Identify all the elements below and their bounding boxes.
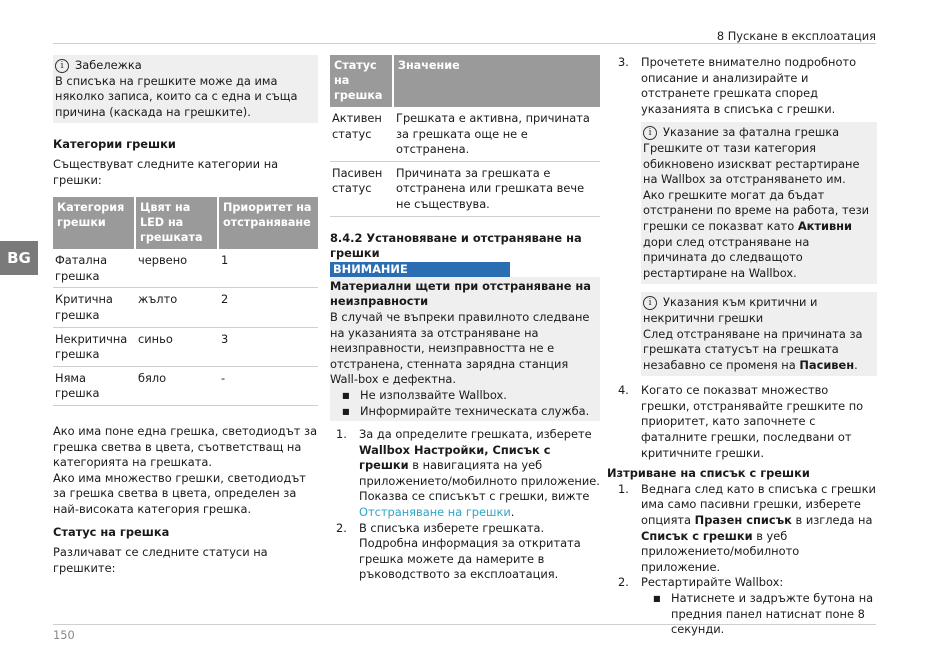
step-text: в навигацията на уеб приложението/мобилното приложение. xyxy=(359,458,600,488)
critical-error-note xyxy=(641,292,877,376)
column-left xyxy=(53,55,318,576)
warning-label: ВНИМАНИЕ xyxy=(330,262,510,277)
step-result: . xyxy=(510,505,515,520)
info-icon: i xyxy=(55,59,69,73)
column-header: Категория грешки xyxy=(53,197,136,249)
table-cell: Некритична грешка xyxy=(53,328,136,367)
column-header: Статус на грешка xyxy=(330,55,394,107)
step-result: Показва се списъкът с грешки, вижте xyxy=(359,489,590,504)
table-row xyxy=(53,367,318,406)
paragraph: Ако има множество грешки, светодиодът за грешка светва в цвета, определен за най-високата категория грешка. xyxy=(53,470,306,516)
status-passive: Пасивен xyxy=(799,357,855,372)
delete-steps-list xyxy=(612,482,877,638)
footer-divider xyxy=(53,624,876,625)
steps-list xyxy=(612,55,877,461)
table-cell: Няма грешка xyxy=(53,367,136,406)
step-number: 1. xyxy=(618,481,629,496)
step-text: в уеб приложението/мобилното приложение. xyxy=(641,528,800,574)
list-item: ■ Натиснете и задръжте бутона на предния панел натиснат поне 8 секунди. xyxy=(641,591,877,638)
list-item: ■ Информирайте техническата служба. xyxy=(330,404,598,420)
step-item xyxy=(612,482,877,576)
table-header-row xyxy=(53,197,318,249)
page-header xyxy=(53,30,876,44)
table-cell: червено xyxy=(136,249,219,288)
restart-bullets xyxy=(641,591,877,638)
language-tab: BG xyxy=(0,241,38,275)
table-cell: Активен статус xyxy=(330,107,394,162)
status-intro: Различават се следните статуси на грешките: xyxy=(53,545,268,575)
table-cell: синьо xyxy=(136,328,219,367)
table-cell: бяло xyxy=(136,367,219,406)
table-row xyxy=(330,162,600,217)
step-item xyxy=(612,383,877,461)
delete-heading: Изтриване на списък с грешки xyxy=(607,466,810,481)
categories-heading: Категории грешки xyxy=(53,137,176,152)
menu-path: Wallbox Настройки xyxy=(359,442,485,457)
status-active: Активни xyxy=(797,218,853,233)
table-cell: Пасивен статус xyxy=(330,162,394,217)
table-header-row xyxy=(330,55,600,107)
step-number: 4. xyxy=(618,383,629,398)
table-cell: Грешката е активна, причината за грешката още не е отстранена. xyxy=(394,107,600,162)
warning-bullets xyxy=(330,388,598,419)
steps-list xyxy=(330,427,600,583)
info-icon: i xyxy=(643,126,657,140)
troubleshooting-link[interactable]: Отстраняване на грешки xyxy=(359,505,511,520)
step-item xyxy=(330,427,600,521)
option-name: Празен списък xyxy=(694,513,792,528)
warning-title: Материални щети при отстраняване на неизправности xyxy=(330,278,591,309)
table-row xyxy=(53,288,318,327)
note-text: . xyxy=(854,357,858,372)
table-row xyxy=(330,107,600,162)
table-cell: Причината за грешката е отстранена или грешката вече не съществува. xyxy=(394,162,600,217)
step-item xyxy=(612,55,877,376)
table-cell: жълто xyxy=(136,288,219,327)
table-row xyxy=(53,249,318,288)
table-cell: Критична грешка xyxy=(53,288,136,327)
table-cell: 1 xyxy=(219,249,318,288)
note-title: Указания към критични и некритични грешки xyxy=(643,295,818,325)
view-name: Списък с грешки xyxy=(641,528,753,543)
step-text: Рестартирайте Wallbox: xyxy=(641,575,784,590)
column-header: Цвят на LED на грешката xyxy=(136,197,219,249)
paragraph: Ако има поне една грешка, светодиодът за грешка светва в цвета, съответстващ на категорията на грешката. xyxy=(53,423,318,470)
step-number: 1. xyxy=(336,427,347,442)
table-row xyxy=(53,328,318,367)
column-header: Значение xyxy=(394,55,600,107)
note-box xyxy=(53,55,318,123)
categories-table xyxy=(53,197,318,406)
step-text: В списъка изберете грешката. xyxy=(359,520,545,535)
column-right xyxy=(607,55,877,638)
separator: , xyxy=(484,442,493,457)
step-number: 3. xyxy=(618,55,629,69)
note-text: В списъка на грешките може да има няколко записа, които са с една и съща причина (каскада на грешките). xyxy=(55,73,298,119)
note-title: Указание за фатална грешка xyxy=(663,125,840,140)
warning-box xyxy=(330,277,600,421)
table-cell: 2 xyxy=(219,288,318,327)
step-number: 2. xyxy=(336,520,347,535)
warning-text: В случай че въпреки правилното следване на указанията за отстраняване на неизправности, неизправността не е отстранена, стенната зарядна станция Wall-box е дефектна. xyxy=(330,309,590,387)
info-icon: i xyxy=(643,296,657,310)
list-item: ■ Не използвайте Wallbox. xyxy=(330,388,598,404)
note-text: Ако грешките могат да бъдат отстранени по време на работа, тези грешки се показват като xyxy=(643,187,870,233)
categories-intro: Съществуват следните категории на грешки: xyxy=(53,156,279,187)
column-header: Приоритет на отстраняване xyxy=(219,197,318,249)
table-cell: - xyxy=(219,367,318,406)
step-text: За да определите грешката, изберете xyxy=(359,427,592,442)
step-text: Когато се показват множество грешки, отстранявайте грешките по приоритет, като започнете с фаталните грешки, последвани от критичните грешки. xyxy=(641,383,864,460)
menu-path: Списък с грешки xyxy=(359,442,551,473)
page-number: 150 xyxy=(53,628,75,642)
note-text: След отстраняване на причината за грешката статусът на грешката незабавно се променя на xyxy=(643,326,863,372)
note-text: дори след отстраняване на причината до следващото рестартиране на Wallbox. xyxy=(643,234,810,280)
step-item xyxy=(612,575,877,637)
table-cell: Фатална грешка xyxy=(53,249,136,288)
step-item xyxy=(330,521,600,583)
fatal-error-note xyxy=(641,122,877,284)
chapter-title: 8 Пускане в експлоатация xyxy=(716,29,876,43)
step-number: 2. xyxy=(618,575,629,590)
table-cell: 3 xyxy=(219,328,318,367)
step-text: Веднага след като в списъка с грешки има само пасивни грешки, изберете опцията xyxy=(641,481,876,528)
step-text: Прочетете внимателно подробното описание и анализирайте и отстранете грешката според указанията в списъка с грешки. xyxy=(641,55,857,116)
column-middle xyxy=(330,55,600,583)
note-title: Забележка xyxy=(75,58,142,72)
note-text: Грешките от тази категория обикновено изискват рестартиране на Wallbox за отстраняването им. xyxy=(643,140,860,187)
status-heading: Статус на грешка xyxy=(53,525,170,540)
step-text: в изгледа на xyxy=(791,513,873,528)
status-table xyxy=(330,55,600,217)
step-result: Подробна информация за откритата грешка можете да намерите в ръководството за експлоатация. xyxy=(359,536,581,582)
section-heading: 8.4.2 Установяване и отстраняване на грешки xyxy=(330,230,582,261)
